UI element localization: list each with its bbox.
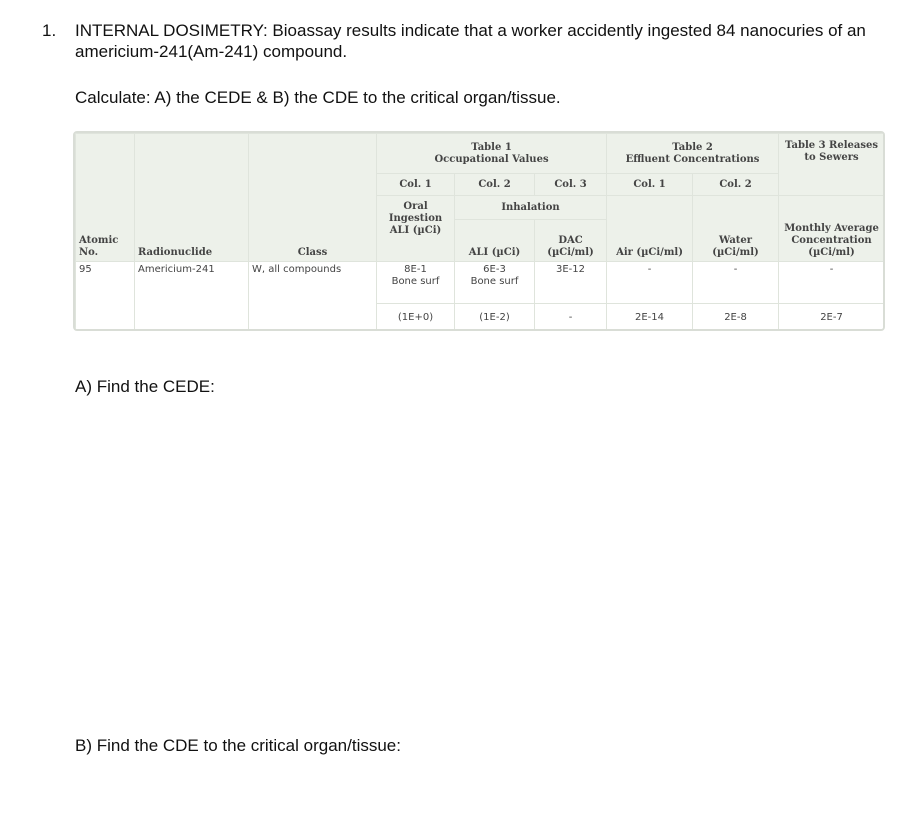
oral-ali-label: ALI (µCi) [389, 225, 442, 236]
cell-oral-ali [377, 262, 455, 304]
cell-inhalation-ali-2: (1E-2) [455, 304, 535, 332]
cell-water: - [693, 262, 779, 304]
header-inhalation: Inhalation [455, 196, 607, 220]
oral-ali-note: Bone surf [391, 276, 440, 287]
cell-air-2: 2E-14 [607, 304, 693, 332]
table2-group-header [607, 134, 779, 174]
table3-group-header: Table 3 Releases to Sewers [779, 134, 885, 196]
header-atomic-no: Atomic No. [76, 134, 135, 262]
cell-sewer: - [779, 262, 885, 304]
header-dac: DAC (µCi/ml) [535, 220, 607, 262]
cell-air: - [607, 262, 693, 304]
table2-col2-label: Col. 2 [693, 174, 779, 196]
cell-dac-2: - [535, 304, 607, 332]
cell-atomic-no: 95 [76, 262, 135, 332]
oral-ali-value: 8E-1 [404, 264, 427, 275]
header-oral-ingestion [377, 196, 455, 262]
table1-col1-label: Col. 1 [377, 174, 455, 196]
table1-group-header [377, 134, 607, 174]
table2-col1-label: Col. 1 [607, 174, 693, 196]
question-text: INTERNAL DOSIMETRY: Bioassay results indicate that a worker accidently ingested 84 nanocuries of an americium-241(Am-241) compound. [75, 21, 866, 61]
oral-ingestion-label: Oral Ingestion [388, 201, 443, 224]
table-row [76, 262, 885, 304]
part-b-prompt: B) Find the CDE to the critical organ/tissue: [75, 736, 401, 755]
header-monthly-average: Monthly Average Concentration (µCi/ml) [779, 196, 885, 262]
header-inhalation-ali: ALI (µCi) [455, 220, 535, 262]
table1-col3-label: Col. 3 [535, 174, 607, 196]
question-number: 1. [42, 21, 57, 40]
inhalation-ali-value: 6E-3 [483, 264, 506, 275]
dosimetry-table [75, 133, 885, 331]
dosimetry-table-container [73, 131, 885, 331]
part-a-prompt: A) Find the CEDE: [75, 377, 215, 396]
cell-radionuclide: Americium-241 [135, 262, 249, 332]
cell-sewer-2: 2E-7 [779, 304, 885, 332]
calculate-instruction: Calculate: A) the CEDE & B) the CDE to the critical organ/tissue. [75, 88, 561, 107]
cell-dac: 3E-12 [535, 262, 607, 304]
table2-title: Table 2 [672, 141, 713, 153]
table1-subtitle: Occupational Values [434, 153, 549, 165]
table1-col2-label: Col. 2 [455, 174, 535, 196]
header-water: Water (µCi/ml) [693, 196, 779, 262]
cell-class: W, all compounds [249, 262, 377, 332]
header-class: Class [249, 134, 377, 262]
cell-water-2: 2E-8 [693, 304, 779, 332]
cell-oral-ali-2: (1E+0) [377, 304, 455, 332]
table1-title: Table 1 [471, 141, 512, 153]
table2-subtitle: Effluent Concentrations [625, 153, 760, 165]
header-radionuclide: Radionuclide [135, 134, 249, 262]
header-air: Air (µCi/ml) [607, 196, 693, 262]
inhalation-ali-note: Bone surf [470, 276, 519, 287]
cell-inhalation-ali [455, 262, 535, 304]
